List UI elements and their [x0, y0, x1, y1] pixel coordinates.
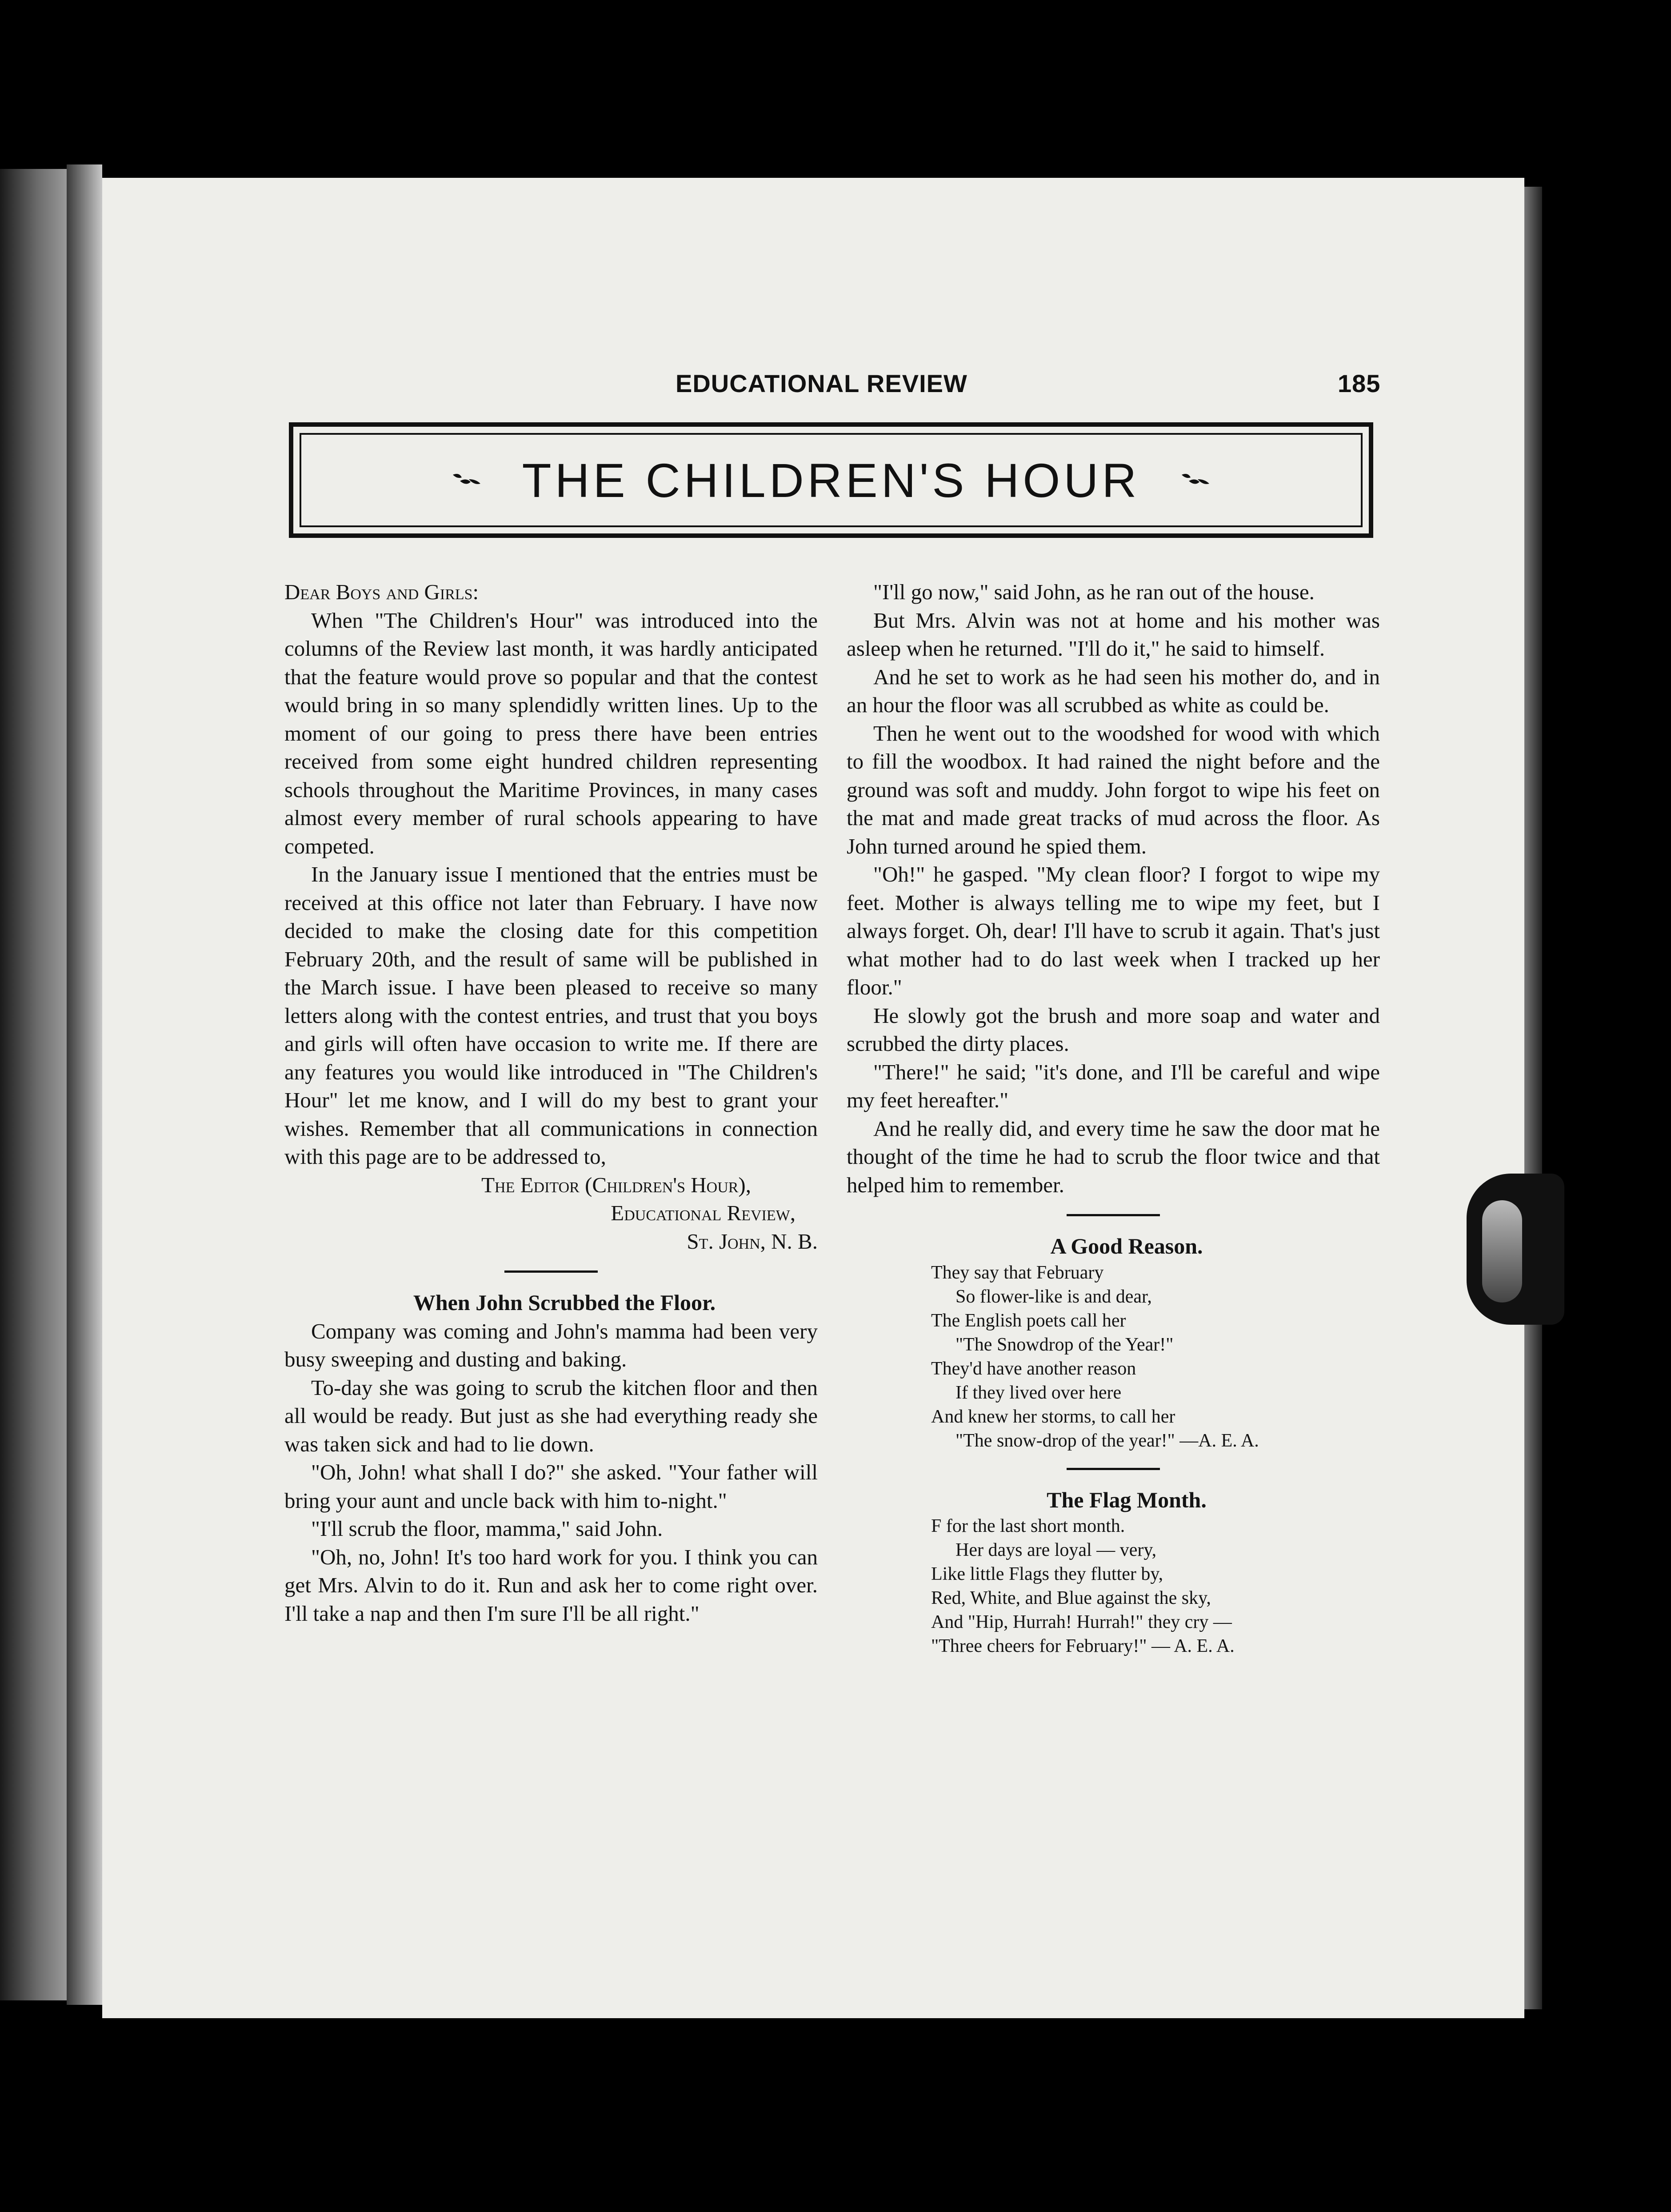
story-paragraph: "There!" he said; "it's done, and I'll be careful and wipe my feet hereafter." [847, 1059, 1380, 1112]
story-paragraph: Company was coming and John's mamma had been very busy sweeping and dusting and baking. [284, 1318, 818, 1371]
story-paragraph: "Oh!" he gasped. "My clean floor? I forgot to wipe my feet. Mother is always telling me to wipe my feet, but I always forget. Oh, dear! I'll have to scrub it again. That's just what mother had to do last week when I tracked up her floor." [847, 862, 1380, 999]
poem-line: If they lived over here [955, 1382, 1122, 1403]
poem-title: The Flag Month. [1047, 1487, 1207, 1512]
section-divider [504, 1270, 598, 1273]
story-paragraph: Then he went out to the woodshed for wood with which to fill the woodbox. It had rained the night before and the ground was soft and muddy. John forgot to wipe his feet on the mat and made great tracks of mud across the floor. As John turned around he spied them. [847, 721, 1380, 858]
right-column [847, 578, 1380, 1658]
letter-paragraph: In the January issue I mentioned that the entries must be received at this office not later than February. I have now decided to make the closing date for this competition February 20th, and the result of same will be published in the March issue. I have been pleased to receive so many letters along with the contest entries, and trust that you boys and girls will often have occasion to write me. If there are any features you would like introduced in "The Children's Hour" let me know, and I will do my best to grant your wishes. Remember that all communications in connection with this page are to be addressed to, [284, 862, 818, 1169]
poem-line: So flower-like is and dear, [955, 1286, 1152, 1307]
poem-line: Red, White, and Blue against the sky, [931, 1588, 1211, 1608]
story-paragraph: And he really did, and every time he saw the door mat he thought of the time he had to scrub the floor twice and that helped him to remember. [847, 1116, 1380, 1197]
poem-line: F for the last short month. [931, 1516, 1125, 1536]
story-title: When John Scrubbed the Floor. [413, 1290, 716, 1315]
story-paragraph: "I'll go now," said John, as he ran out of the house. [873, 580, 1315, 604]
letter-salutation: Dear Boys and Girls: [284, 580, 479, 604]
banner-title: THE CHILDREN'S HOUR [522, 453, 1140, 507]
poem-title: A Good Reason. [1050, 1234, 1203, 1258]
poem-line: Like little Flags they flutter by, [931, 1564, 1163, 1584]
left-column [284, 578, 818, 1627]
story-paragraph: And he set to work as he had seen his mother do, and in an hour the floor was all scrubbed as white as could be. [847, 664, 1380, 717]
book-gutter [67, 164, 102, 2005]
poem-good-reason [931, 1261, 1380, 1453]
leaf-ornament-icon [451, 471, 482, 489]
poem-flag-month [931, 1514, 1380, 1658]
story-paragraph: But Mrs. Alvin was not at home and his mother was asleep when he returned. "I'll do it," he said to himself. [847, 608, 1380, 661]
poem-line: And "Hip, Hurrah! Hurrah!" they cry — [931, 1612, 1232, 1632]
poem-line: "The snow-drop of the year!" —A. E. A. [955, 1430, 1259, 1451]
page-number: 185 [1338, 369, 1381, 397]
poem-line: "Three cheers for February!" — A. E. A. [931, 1636, 1235, 1656]
poem-line: They say that February [931, 1262, 1104, 1283]
story-paragraph: He slowly got the brush and more soap and water and scrubbed the dirty places. [847, 1003, 1380, 1056]
story-paragraph: "Oh, no, John! It's too hard work for you. I think you can get Mrs. Alvin to do it. Run and ask her to come right over. I'll take a nap and then I'm sure I'll be all right." [284, 1544, 818, 1626]
story-paragraph: To-day she was going to scrub the kitchen floor and then all would be ready. But just as she had everything ready she was taken sick and had to lie down. [284, 1375, 818, 1456]
story-paragraph: "Oh, John! what shall I do?" she asked. "Your father will bring your aunt and uncle back with him to-night." [284, 1460, 818, 1513]
signature-line: St. John, N. B. [687, 1229, 818, 1254]
poem-line: They'd have another reason [931, 1358, 1136, 1379]
page-edge [1524, 187, 1542, 2009]
section-divider [1067, 1214, 1160, 1216]
section-divider [1067, 1468, 1160, 1470]
running-head-title: EDUCATIONAL REVIEW [676, 369, 967, 397]
letter-paragraph: When "The Children's Hour" was introduced into the columns of the Review last month, it was hardly anticipated that the feature would prove so popular and that the contest would bring in so many splendidly written lines. Up to the moment of our going to press there have been entries received from some eight hundred children representing schools throughout the Maritime Provinces, in many cases almost every member of rural schools appearing to have competed. [284, 608, 818, 858]
signature-line: Educational Review, [611, 1201, 796, 1225]
section-banner [289, 422, 1373, 538]
leaf-ornament-icon [1180, 471, 1211, 489]
signature-line: The Editor (Children's Hour), [481, 1172, 751, 1197]
poem-line: "The Snowdrop of the Year!" [955, 1334, 1174, 1355]
story-paragraph: "I'll scrub the floor, mamma," said John. [311, 1516, 663, 1541]
banner-inner-frame [300, 433, 1363, 527]
facing-page-edge [0, 169, 67, 2000]
page-clip-highlight [1482, 1200, 1522, 1302]
poem-line: The English poets call her [931, 1310, 1126, 1331]
poem-line: And knew her storms, to call her [931, 1406, 1175, 1427]
poem-line: Her days are loyal — very, [955, 1540, 1157, 1560]
